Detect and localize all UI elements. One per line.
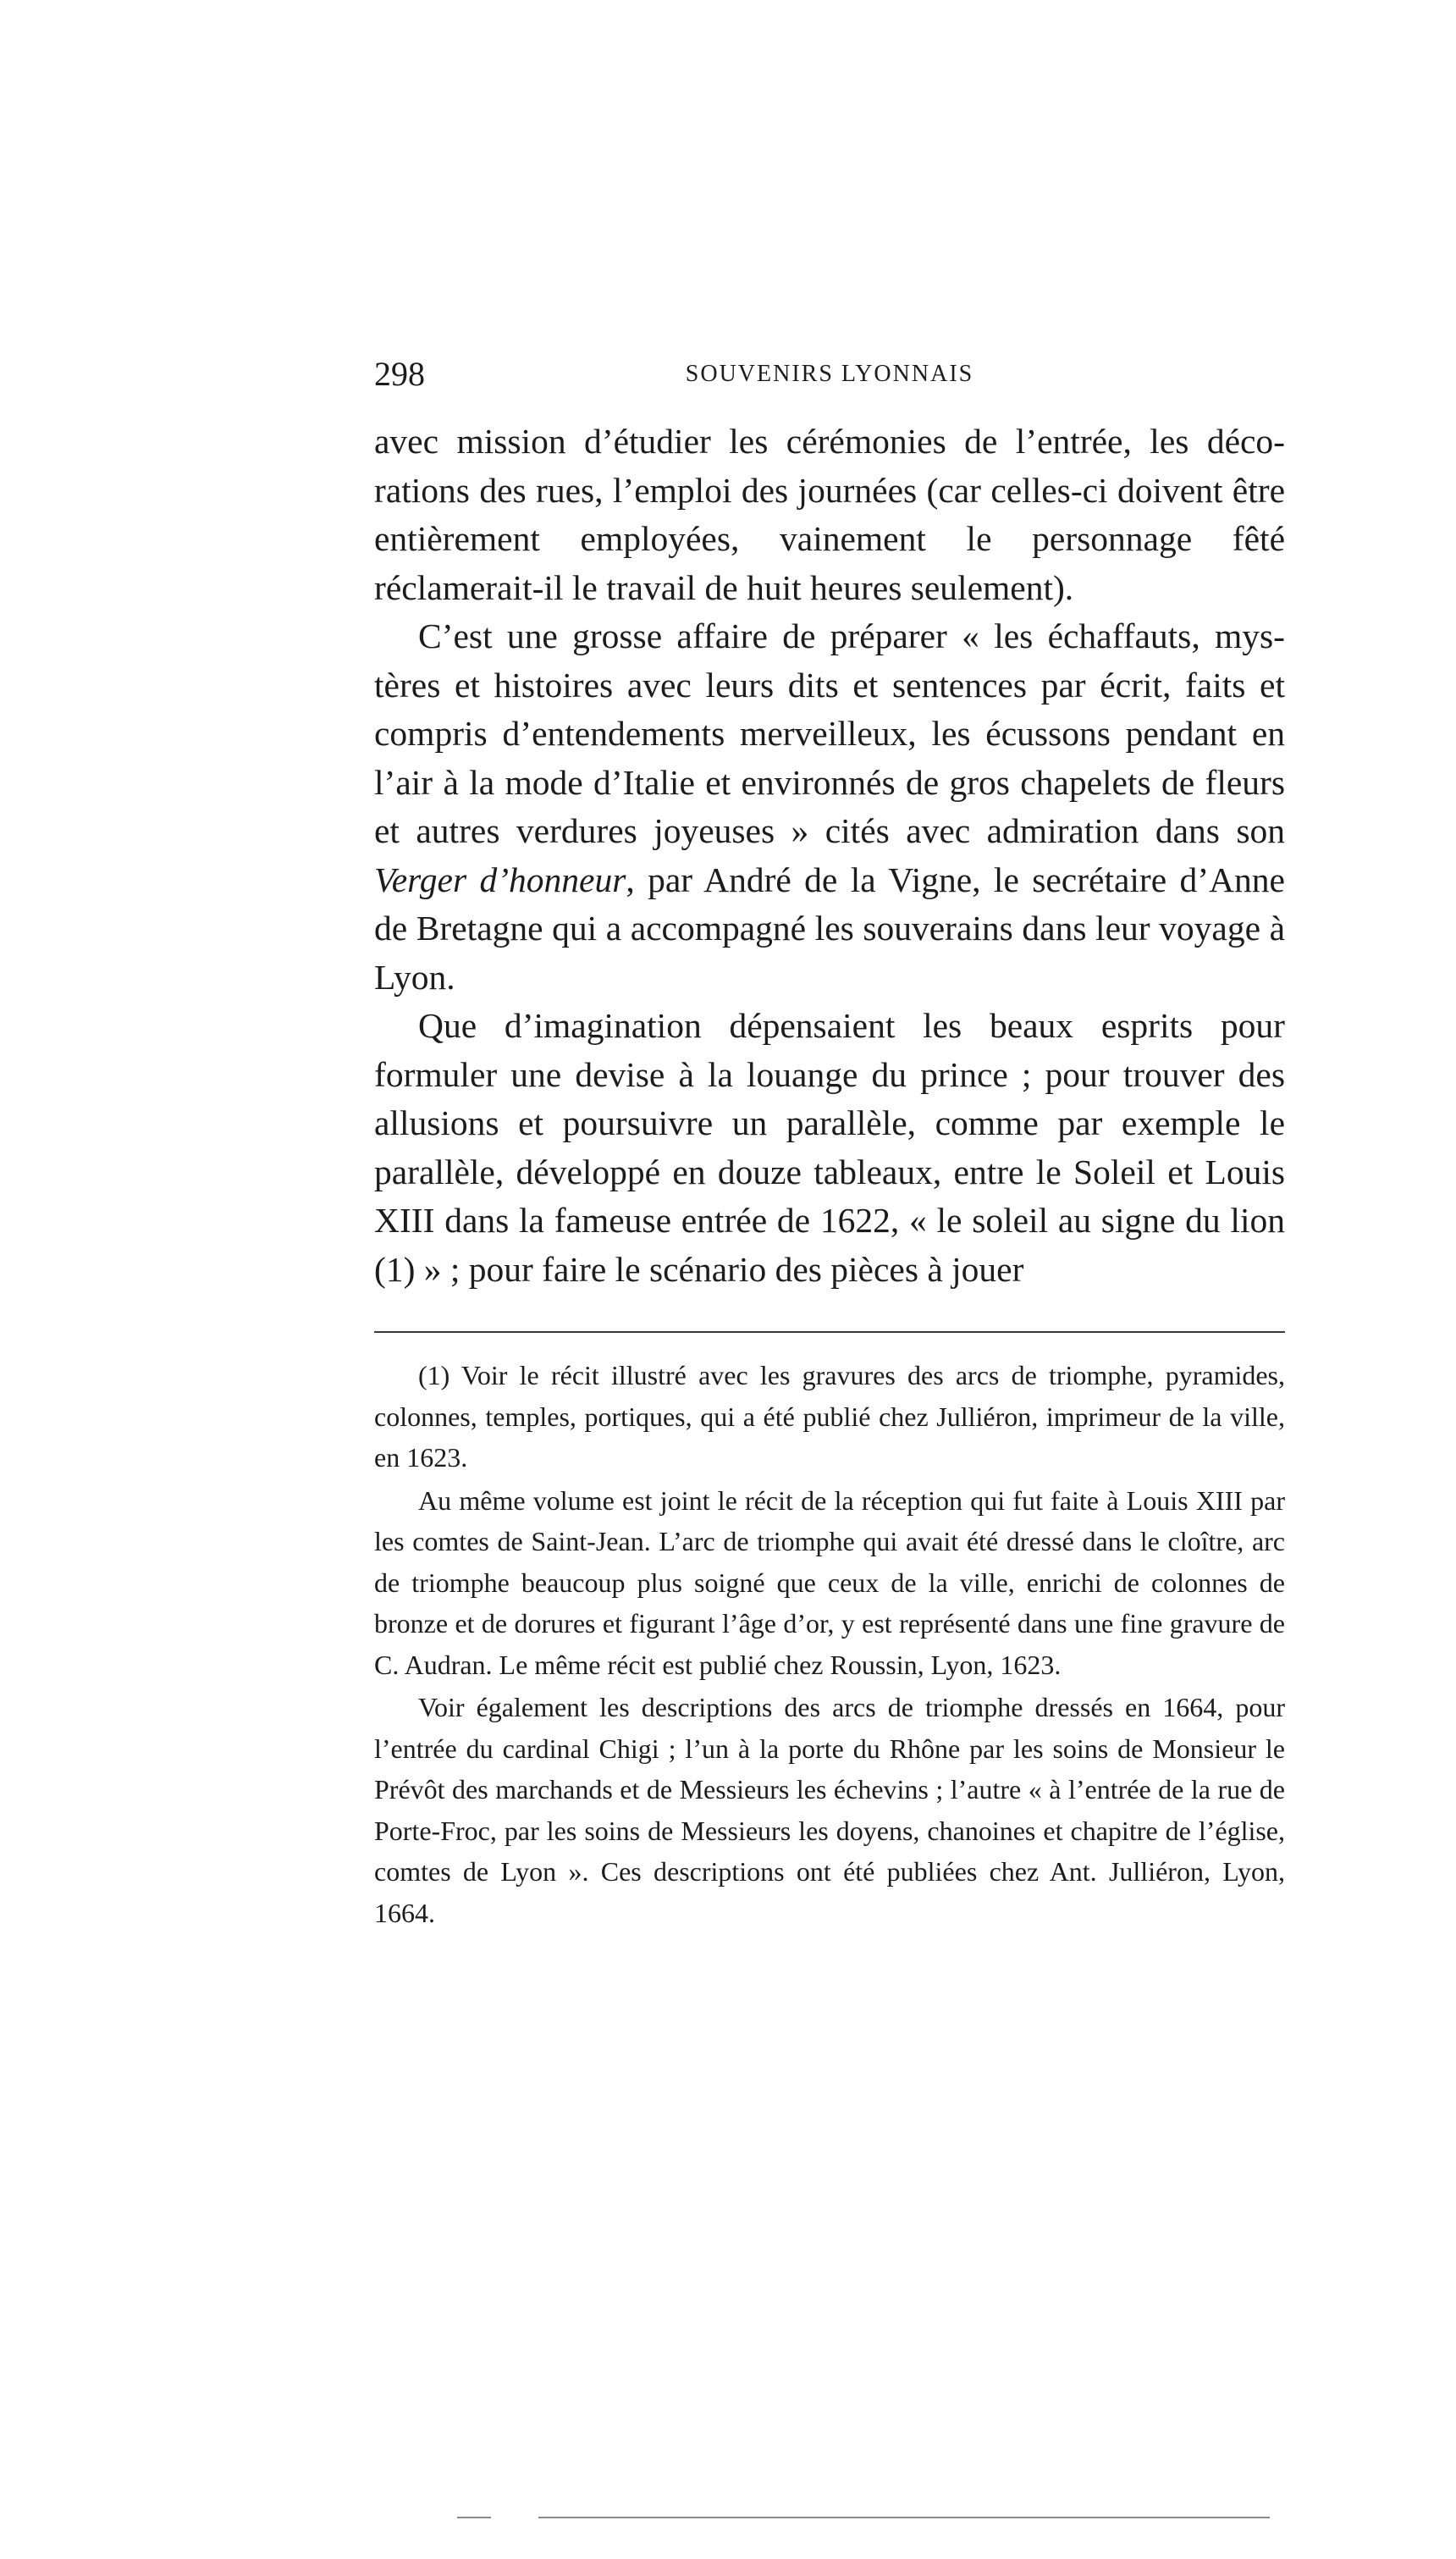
footnote-continuation-chigi: Voir également les descriptions des arcs de triomphe dressés en 1664, pour l’entrée du cardinal Chigi ; l’un à la porte du Rhône par les soins de Monsieur le Prévôt des marchands et de Messieurs les échevins ; l’autre « à l’entrée de la rue de Porte-Froc, par les soins de Messieurs les doyens, chanoines et chapitre de l’église, comtes de Lyon ». Ces descriptions ont été publiées chez Ant. Julliéron, Lyon, 1664. [374,1692,1285,1928]
paragraph-continuation: avec mission d’étudier les cérémonies de l’entrée, les décorations des rues, l’emploi des journées (car celles-ci doivent être entièrement employées, vainement le personnage fêté réclamerait-il le travail de huit heures seulement). [374,422,1285,607]
footnote-separator [374,1331,1285,1333]
footnote-continuation-saint-jean: Au même volume est joint le récit de la réception qui fut faite à Louis XIII par les comtes de Saint-Jean. L’arc de triomphe qui avait été dressé dans le cloître, arc de triomphe beaucoup plus soigné que ceux de la ville, enrichi de colonnes de bronze et de dorures et figurant l’âge d’or, y est représenté dans une fine gravure de C. Audran. Le même récit est publié chez Roussin, Lyon, 1623. [374,1484,1285,1680]
page-number: 298 [374,355,425,393]
paragraph-echaffauts [374,612,1285,1002]
bottom-scan-mark [457,2517,491,2518]
paragraph-text: C’est une grosse affaire de préparer « les échaffauts, mystères et histoires avec leurs dits et sentences par écrit, faits et compris d’entendements merveilleux, les écussons pendant en l’air à la mode d’Italie et environnés de gros chapelets de fleurs et autres verdures joyeuses » cités avec admiration dans son [374,616,1285,850]
page-header [374,349,1285,400]
footnotes [374,1355,1285,1935]
main-text [374,417,1285,1294]
paragraph-text: , par André de la Vigne, le secrétaire d’Anne de Bretagne qui a accompagné les souverains dans leur voyage à Lyon. [374,859,1285,997]
running-title: SOUVENIRS LYONNAIS [685,361,974,387]
book-title-italic: Verger d’honneur [374,859,626,899]
bottom-scan-rule [538,2517,1270,2518]
footnote-1: (1) Voir le récit illustré avec les gravures des arcs de triomphe, pyramides, colonnes, temples, portiques, qui a été publié chez Julliéron, imprimeur de la ville, en 1623. [374,1360,1285,1473]
paragraph-imagination: Que d’imagination dépensaient les beaux esprits pour formuler une devise à la louange du prince ; pour trouver des allusions et poursuivre un parallèle, comme par exemple le parallèle, développé en douze tableaux, entre le Soleil et Louis XIII dans la fameuse entrée de 1622, « le soleil au signe du lion (1) » ; pour faire le scénario des pièces à jouer [374,1006,1285,1289]
